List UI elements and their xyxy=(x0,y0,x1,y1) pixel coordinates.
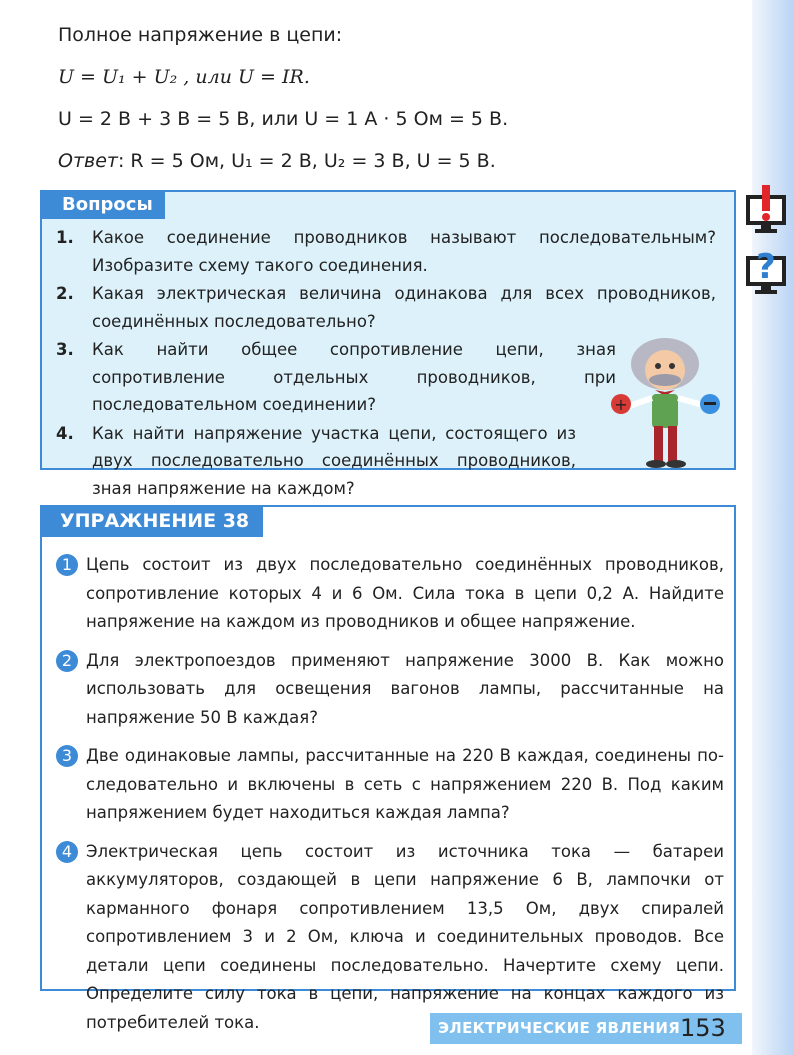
page-edge-strip xyxy=(752,0,794,1055)
answer-label: Ответ xyxy=(58,150,118,172)
exercise-item xyxy=(56,647,724,733)
question-item xyxy=(56,336,616,419)
exercise-item xyxy=(56,838,724,1038)
exercise-title: УПРАЖНЕНИЕ 38 xyxy=(42,507,263,537)
formula-line: U = U₁ + U₂ , или U = IR. xyxy=(58,66,310,88)
question-monitor-icon xyxy=(746,246,788,298)
question-text: Какая электрическая величина одинакова для всех проводников, соединённых последовательно? xyxy=(92,284,716,331)
question-item xyxy=(56,280,716,335)
question-item xyxy=(56,420,576,503)
scientist-mascot-illustration xyxy=(610,332,720,472)
exercise-number-badge: 3 xyxy=(56,745,78,767)
exercise-text: Электрическая цепь состоит из источника тока — батареи аккумуляторов, создающей в цепи напряжение 6 В, лампочки от карманного фонаря сопротивлением 13,5 Ом, двух спиралей сопротивлением 3 и 2 Ом, ключа и соединительных проводов. Все детали цепи соединены последовательно. Начертите схему цепи. Определите силу тока в цепи, напряжение на концах каждого из потребителей тока. xyxy=(86,841,724,1032)
formula-line: U = 2 В + 3 В = 5 В, или U = 1 А · 5 Ом = 5 В. xyxy=(58,108,509,130)
question-number: 4. xyxy=(56,423,74,443)
exercise-item xyxy=(56,551,724,637)
exercise-text: Цепь состоит из двух последовательно соединённых проводников, сопротивление которых 4 и 6 Ом. Сила тока в цепи 0,2 А. Найдите напряжение на каждом из проводников и общее напряжение. xyxy=(86,555,724,631)
section-title: ЭЛЕКТРИЧЕСКИЕ ЯВЛЕНИЯ xyxy=(438,1019,681,1037)
question-text: Как найти общее сопротивление цепи, зная сопротивление отдельных проводников, при последовательном соединении? xyxy=(92,340,616,414)
question-text: Какое соединение проводников называют последовательным? Изобразите схему такого соединения. xyxy=(92,228,716,275)
exercise-text: Две одинаковые лампы, рассчитанные на 220 В каждая, соединены последовательно и включены в сеть с напряжением 220 В. Под каким напряжением будет находиться каждая лампа? xyxy=(86,746,724,822)
important-monitor-icon xyxy=(746,185,788,237)
question-number: 2. xyxy=(56,284,74,303)
questions-title: Вопросы xyxy=(42,192,165,219)
answer-line xyxy=(58,140,678,182)
question-text: Как найти напряжение участка цепи, состоящего из двух последовательно соединённых проводников, зная напряжение на каждом? xyxy=(92,423,576,498)
exercise-number-badge: 4 xyxy=(56,841,78,863)
exercise-number-badge: 1 xyxy=(56,554,78,576)
question-number: 1. xyxy=(56,228,74,247)
exercise-text: Для электропоездов применяют напряжение 3000 В. Как можно использовать для освещения вагонов лампы, рассчитанные на напряжение 50 В каждая? xyxy=(86,650,724,727)
questions-box xyxy=(40,190,736,498)
answer-text: : R = 5 Ом, U₁ = 2 В, U₂ = 3 В, U = 5 В. xyxy=(117,150,496,172)
svg-text:+: + xyxy=(614,395,628,414)
question-number: 3. xyxy=(56,340,74,359)
page-number: 153 xyxy=(680,1014,726,1042)
exercise-item xyxy=(56,742,724,828)
page-footer xyxy=(430,1013,742,1044)
question-item xyxy=(56,224,716,279)
svg-text:?: ? xyxy=(756,247,776,287)
exercise-number-badge: 2 xyxy=(56,650,78,672)
intro-line: Полное напряжение в цепи: xyxy=(58,24,343,46)
solution-text xyxy=(58,14,678,182)
